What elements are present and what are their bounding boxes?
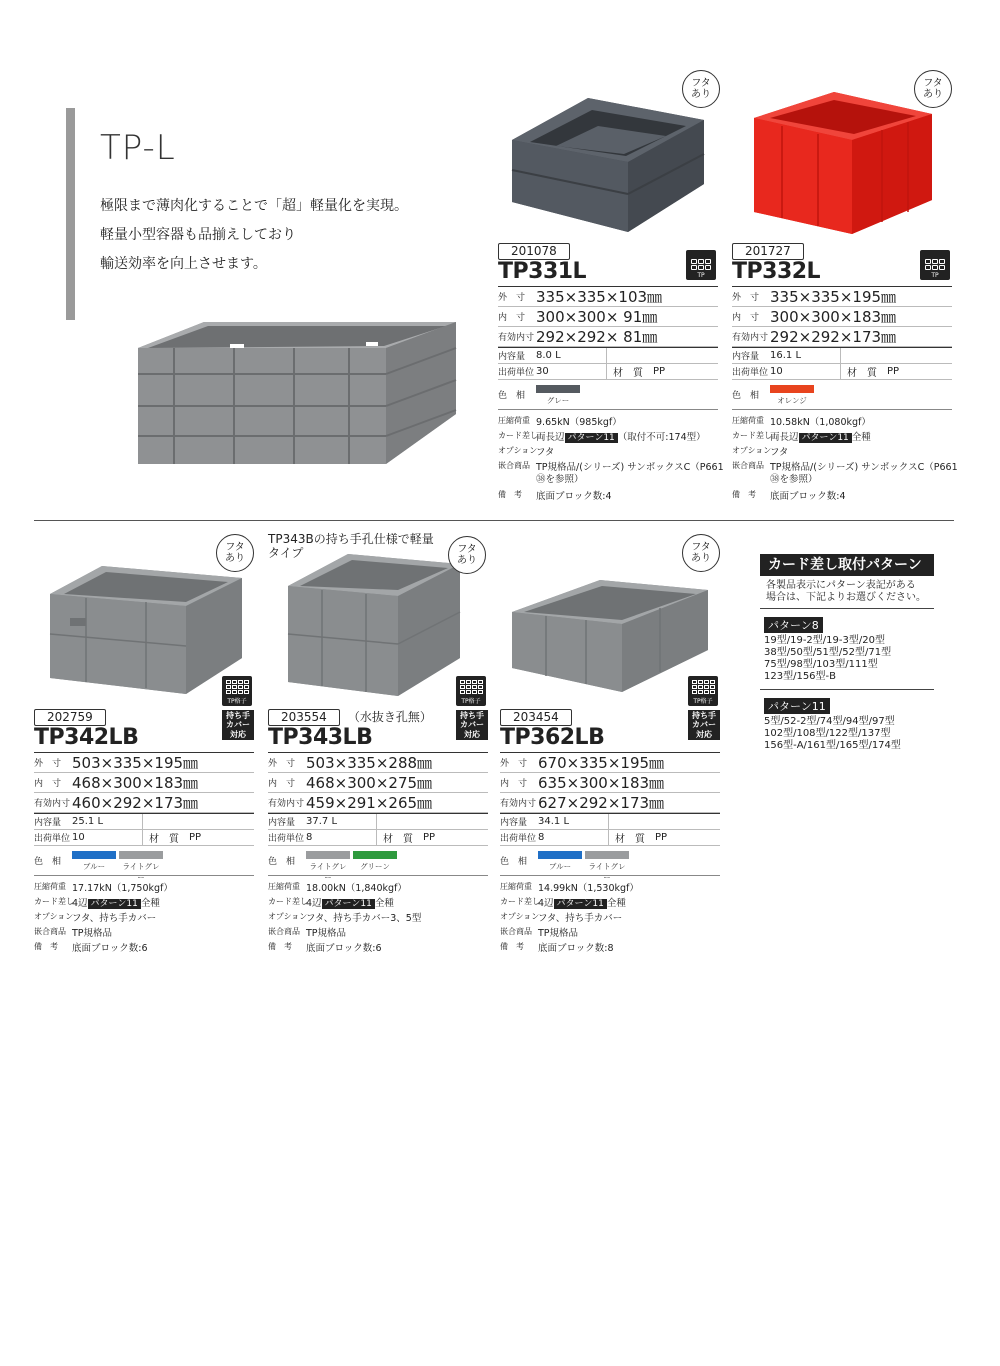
product-model: TP331L [498,259,587,284]
outer-dim: 670×335×195㎜ [538,754,665,772]
product-card-tp343lb: 203554 （水抜き孔無） TP343LB TP格子 持ち手 カバー 対応 外 寸 503×335×288㎜ 内 寸 468×300×275㎜ 有効内寸 459×291×265㎜ 内容量 37.7 L 出荷単位 8 材 質 PP 色 相 ライトグレー グリーン 圧縮荷重 18.00kN（1,840kgf） カード差し 4辺 パターン11 全種 オプション フタ、持ち手カバー3、5型 嵌合商品 TP規格品 備 考 底面ブロック数:6 [268,706,488,954]
series-title: TP-L [100,128,176,168]
product-card-tp331l: 201078 TP331L TP 外 寸 335×335×103㎜ 内 寸 300×300× 91㎜ 有効内寸 292×292× 81㎜ 内容量 8.0 L 出荷単位 30 材 質 PP 色 相 グレー 圧縮荷重 9.65kN（985kgf） カード差し 両長辺 パターン11 （取付不可:174型） オプション フタ 嵌合商品 TP規格品/(シリーズ) サンボックスC（P661 ㊳を参照） 備 考 底面ブロック数:4 [498,244,724,502]
intro-line: 軽量小型容器も品揃えしており [100,227,296,243]
pattern8-label: パターン8 [764,617,823,633]
inner-dim: 468×300×183㎜ [72,774,199,792]
outer-dim: 335×335×195㎜ [770,288,897,306]
compatible-products: TP規格品/(シリーズ) サンボックスC（P661 [770,461,958,473]
tp-koushi-badge-icon: TP格子 [456,676,486,706]
capacity: 34.1 L [538,814,609,829]
product-model: TP332L [732,259,821,284]
color-swatch: ブルー [538,851,582,872]
capacity: 16.1 L [770,348,841,363]
capacity: 8.0 L [536,348,607,363]
product-card-tp362lb: 203454 TP362LB TP格子 持ち手 カバー 対応 外 寸 670×335×195㎜ 内 寸 635×300×183㎜ 有効内寸 627×292×173㎜ 内容量 34.1 L 出荷単位 8 材 質 PP 色 相 ブルー ライトグレー 圧縮荷重 14.99kN（1,530kgf） カード差し 4辺 パターン11 全種 オプション フタ、持ち手カバー 嵌合商品 TP規格品 備 考 底面ブロック数:8 [500,706,720,954]
outer-dim: 503×335×288㎜ [306,754,433,772]
compression-load: 9.65kN（985kgf） [536,416,622,428]
tp343lb-top-note: TP343Bの持ち手孔仕様で軽量 タイプ [268,532,434,560]
color-swatch: ライトグレー [119,851,163,883]
pattern-panel-title: カード差し取付パターン [760,554,934,576]
product-code: 202759 [34,709,106,726]
remarks: 底面ブロック数:4 [770,490,846,502]
badge-text: あり [691,89,711,100]
option: フタ、持ち手カバー3、5型 [306,912,422,924]
remarks: 底面ブロック数:6 [306,942,382,954]
card-pattern-badge: パターン11 [554,899,607,909]
product-note: （水抜き孔無） [347,710,432,724]
lid-available-badge [914,70,952,108]
card-pattern-badge: パターン11 [565,433,618,443]
color-swatch: ブルー [72,851,116,872]
material: PP [887,366,900,377]
compatible-cont: ㊳を参照） [536,474,584,485]
product-card-tp332l: 201727 TP332L TP 外 寸 335×335×195㎜ 内 寸 300×300×183㎜ 有効内寸 292×292×173㎜ 内容量 16.1 L 出荷単位 10 材 質 PP 色 相 オレンジ 圧縮荷重 10.58kN（1,080kgf） カード差し 両長辺 パターン11 全種 オプション フタ 嵌合商品 TP規格品/(シリーズ) サンボックスC（P661 ㊳を参照） 備 考 底面ブロック数:4 [732,244,958,502]
inner-dim: 300×300× 91㎜ [536,308,658,326]
compatible-products: TP規格品 [538,927,579,939]
tp-badge-icon: TP [920,250,950,280]
intro-line: 輸送効率を向上させます。 [100,256,267,272]
product-code: 203554 [268,709,340,726]
effective-dim: 292×292× 81㎜ [536,328,658,346]
badge-text: フタ [923,78,943,89]
outer-dim: 335×335×103㎜ [536,288,663,306]
shipping-unit: 10 [770,364,841,379]
pattern11-list: 5型/52-2型/74型/94型/97型 102型/108型/122型/137型 156型-A/161型/165型/174型 [764,716,901,751]
material: PP [423,832,436,843]
badge-text: あり [923,89,943,100]
pattern8-list: 19型/19-2型/19-3型/20型 38型/50型/51型/52型/71型 75型/98型/103型/111型 123型/156型-B [760,633,934,690]
label: 外 寸 [498,293,526,303]
compression-load: 10.58kN（1,080kgf） [770,416,871,428]
label: 内 寸 [498,313,526,323]
lid-available-badge [682,70,720,108]
material: PP [189,832,202,843]
tp332l-image [752,88,934,238]
shipping-unit: 8 [306,830,377,845]
option: フタ、持ち手カバー [538,912,623,924]
series-intro [100,192,408,279]
product-model: TP343LB [268,725,373,750]
tp-koushi-badge-icon: TP格子 [688,676,718,706]
color-swatch: オレンジ [770,385,814,406]
shipping-unit: 8 [538,830,609,845]
product-model: TP342LB [34,725,139,750]
card-pattern-badge: パターン11 [799,433,852,443]
option: フタ [770,446,789,458]
badge-text: フタ [691,78,711,89]
compression-load: 14.99kN（1,530kgf） [538,882,639,894]
effective-dim: 459×291×265㎜ [306,794,433,812]
tp-badge-icon: TP [686,250,716,280]
product-code: 201078 [498,243,570,260]
effective-dim: 460×292×173㎜ [72,794,199,812]
option: フタ、持ち手カバー [72,912,157,924]
label: 有効内寸 [498,333,535,343]
color-swatch: グレー [536,385,580,406]
compatible-products: TP規格品/(シリーズ) サンボックスC（P661 [536,461,724,473]
outer-dim: 503×335×195㎜ [72,754,199,772]
tp-koushi-badge-icon: TP格子 [222,676,252,706]
remarks: 底面ブロック数:8 [538,942,614,954]
compression-load: 18.00kN（1,840kgf） [306,882,407,894]
remarks: 底面ブロック数:4 [536,490,612,502]
color-swatch: ライトグレー [585,851,629,883]
card-pattern-badge: パターン11 [322,899,375,909]
inner-dim: 468×300×275㎜ [306,774,433,792]
tp343lb-image [286,550,462,700]
tp362lb-image [510,576,710,696]
effective-dim: 627×292×173㎜ [538,794,665,812]
shipping-unit: 30 [536,364,607,379]
compatible-products: TP規格品 [72,927,113,939]
lid-available-badge: フタ あり [682,534,720,572]
card-pattern-panel [760,554,934,758]
compatible-products: TP規格品 [306,927,347,939]
compatible-cont: ㊳を参照） [770,474,818,485]
color-swatch: ライトグレー [306,851,350,883]
handle-cover-badge: 持ち手 カバー 対応 [688,710,720,740]
inner-dim: 300×300×183㎜ [770,308,897,326]
effective-dim: 292×292×173㎜ [770,328,897,346]
shipping-unit: 10 [72,830,143,845]
pattern-panel-desc: 各製品表示にパターン表記がある 場合は、下記よりお選びください。 [760,576,934,609]
long-crate-image [134,314,458,474]
product-model: TP362LB [500,725,605,750]
tp331l-image [506,92,710,238]
handle-cover-badge: 持ち手 カバー 対応 [456,710,488,740]
remarks: 底面ブロック数:6 [72,942,148,954]
section-divider [34,520,954,521]
capacity: 25.1 L [72,814,143,829]
accent-bar [66,108,75,320]
lid-available-badge: フタ あり [448,536,486,574]
capacity: 37.7 L [306,814,377,829]
tp342lb-image [46,562,246,698]
handle-cover-badge: 持ち手 カバー 対応 [222,710,254,740]
option: フタ [536,446,555,458]
compression-load: 17.17kN（1,750kgf） [72,882,173,894]
material: PP [655,832,668,843]
intro-line: 極限まで薄肉化することで「超」軽量化を実現。 [100,198,408,214]
inner-dim: 635×300×183㎜ [538,774,665,792]
pattern11-label: パターン11 [764,698,830,714]
product-code: 203454 [500,709,572,726]
lid-available-badge: フタ あり [216,534,254,572]
product-card-tp342lb: 202759 TP342LB TP格子 持ち手 カバー 対応 外 寸 503×335×195㎜ 内 寸 468×300×183㎜ 有効内寸 460×292×173㎜ 内容量 25.1 L 出荷単位 10 材 質 PP 色 相 ブルー ライトグレー 圧縮荷重 17.17kN（1,750kgf） カード差し 4辺 パターン11 全種 オプション フタ、持ち手カバー 嵌合商品 TP規格品 備 考 底面ブロック数:6 [34,706,254,954]
card-pattern-badge: パターン11 [88,899,141,909]
color-swatch: グリーン [353,851,397,872]
product-code: 201727 [732,243,804,260]
material: PP [653,366,666,377]
